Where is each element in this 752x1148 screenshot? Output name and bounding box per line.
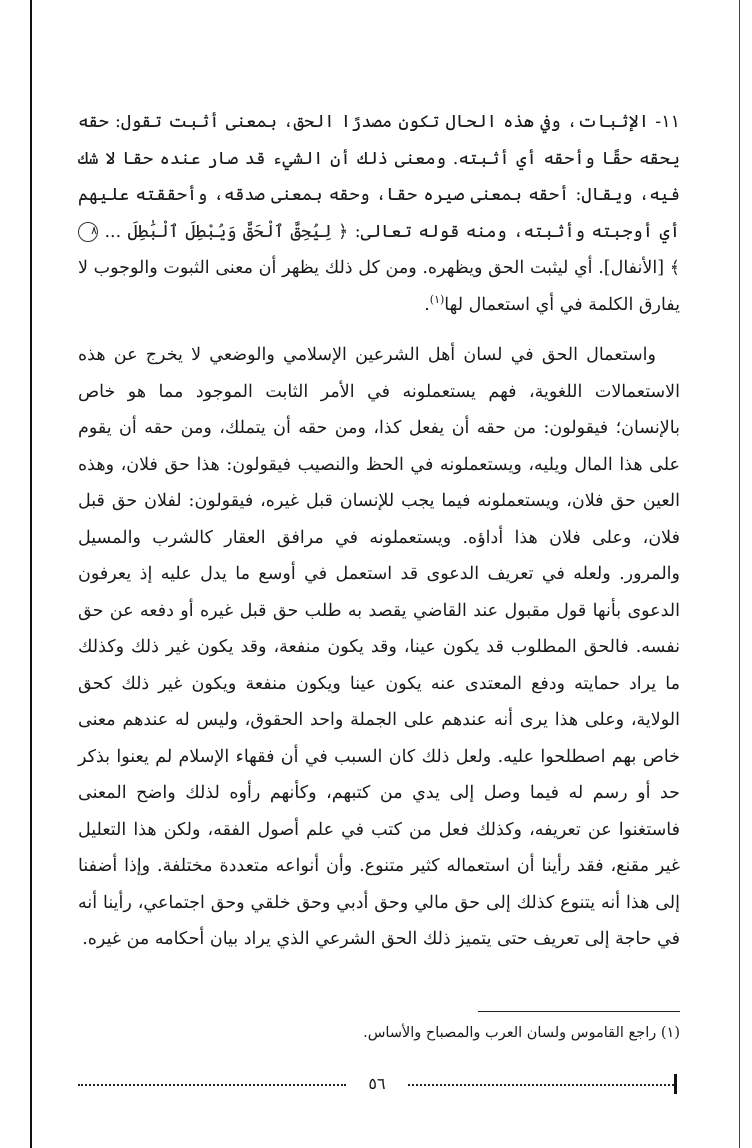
page-border-right — [739, 0, 740, 1148]
quran-verse: ﴿ لِيُحِقَّ ٱلْحَقَّ وَيُبْطِلَ ٱلْبَٰطِلَ ... — [98, 221, 349, 242]
paragraph-usage: واستعمال الحق في لسان أهل الشرعين الإسلامي والوضعي لا يخرج عن هذه الاستعمالات اللغوية، فهم يستعملونه في الأمر الثابت الموجود مما هو خاص بالإنسان؛ فيقولون: من حقه أن يفعل كذا، ومن حقه أن يتملك، ومن حقه أن يقوم على هذا المال ويليه، ويستعملونه في الحظ والنصيب فيقولون: هذا حق فلان، وهذه العين حق فلان، ويستعملونه فيما يجب للإنسان قبل غيره، فيقولون: لفلان حق قبل فلان، وعلى فلان هذا أداؤه. ويستعملونه في مرافق العقار كالشرب والمسيل والمرور. ولعله في تعريف الدعوى قد استعمل في أوسع ما يدل عليه إذ يعرفون الدعوى بأنها قول مقبول عند القاضي يقصد به طلب حق قبل غيره أو دفعه عن حق نفسه. فالحق المطلوب قد يكون عينا، وقد يكون منفعة، وقد يكون غير ذلك وكذلك ما يراد حمايته ودفع المعتدى عنه يكون عينا ويكون منفعة ويكون غير ذلك كحق الولاية، وعلى هذا يرى أنه عندهم على الجملة واحد الحقوق، وليس له عندهم معنى خاص بهم اصطلحوا عليه. ولعل ذلك كان السبب في أن فقهاء الإسلام لم يعنوا بذكر حد أو رسم له فيما وصل إلى يدي من كتبهم، وكأنهم رأوه لذلك واضح المعنى فاستغنوا عن تعريفه، وكذلك فعل من كتب في علم أصول الفقه، ولكن هذا التعليل غير مقنع، فقد رأينا أن استعماله كثير متنوع. وأن أنواعه متعددة مختلفة. وإذا أضفنا إلى هذا أنه يتنوع كذلك إلى حق مالي وحق أدبي وحق خلقي وحق اجتماعي، رأينا أنه في حاجة إلى تعريف حتى يتميز ذلك الحق الشرعي الذي يراد بيان أحكامه من غيره. — [78, 345, 680, 949]
footer-end-mark — [674, 1074, 677, 1094]
paragraph-definition — [78, 104, 680, 323]
definition-end: . — [424, 294, 430, 315]
footnote-reference: (١) — [429, 292, 445, 306]
footer-ornament-left — [78, 1084, 346, 1086]
quran-verse-close: ﴾ — [669, 258, 680, 278]
page-number: ٥٦ — [368, 1074, 386, 1093]
page-border-left — [30, 0, 32, 1148]
footnote-divider — [478, 1011, 680, 1012]
verse-number-badge: ٨ — [78, 222, 98, 242]
footnote: (١) راجع القاموس ولسان العرب والمصباح والأساس. — [363, 1025, 680, 1041]
page-footer — [78, 1072, 680, 1096]
definition-continuation: [الأنفال]. أي ليثبت الحق ويظهره. ومن كل ذلك يظهر أن معنى الثبوت والوجوب لا يفارق الكلمة في أي استعمال لها — [78, 258, 680, 315]
page-body — [78, 104, 680, 958]
definition-text: ١١- الإثبات، وفي هذه الحال تكون مصدرًا الحق، بمعنى أثبت تقول: حقه يحقه حقًا وأحقه أي أثبته. ومعنى ذلك أن الشيء قد صار عنده حقا لا شك فيه، ويقال: أحقه بمعنى صيره حقا، وحقه بمعنى صدقه، وأحققته عليهم أي أوجبته وأثبته، ومنه قوله تعالى: — [78, 112, 680, 242]
footer-ornament-right — [408, 1084, 674, 1086]
